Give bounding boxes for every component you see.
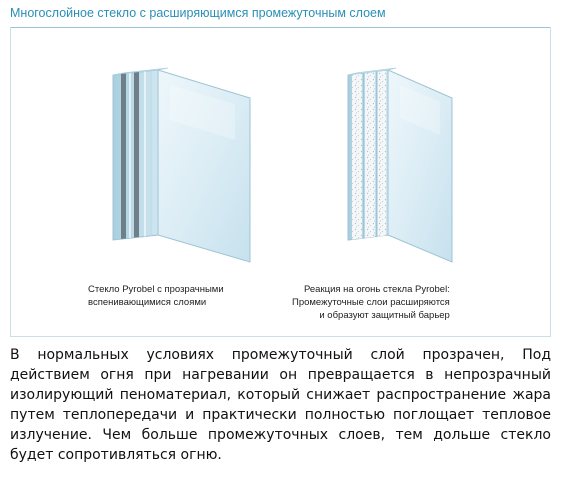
- description-paragraph: В нормальных условиях промежуточный слой прозрачен, Под действием огня при нагревании он превращается в непрозрачный изолирующий пеноматериал, который снижает распространение жара путем теплопередачи и практически полностью поглощает тепловое излучение. Чем больше промежуточных слоев, тем дольше стекло будет сопротивляться огню.: [10, 347, 551, 463]
- right-caption-line-1: Реакция на огонь стекла Pyrobel:: [303, 284, 450, 295]
- foam-layer-3: [378, 71, 386, 237]
- right-caption: [292, 283, 450, 322]
- right-caption-line-2: Промежуточные слои расширяются: [292, 297, 450, 308]
- left-caption-line-2: вспенивающимися слоями: [88, 297, 207, 308]
- right-caption-line-3: и образуют защитный барьер: [319, 310, 450, 321]
- foam-layer-2: [365, 72, 375, 238]
- right-glass-pane: [348, 68, 452, 262]
- interlayer-1: [121, 74, 126, 240]
- foam-layer-1: [352, 73, 362, 239]
- left-caption-line-1: Стекло Pyrobel с прозрачными: [88, 284, 224, 295]
- figure-title: Многослойное стекло с расширяющимся промежуточным слоем: [10, 6, 386, 20]
- left-glass-pane: [113, 68, 250, 262]
- left-caption: [88, 283, 224, 309]
- interlayer-2: [134, 72, 139, 238]
